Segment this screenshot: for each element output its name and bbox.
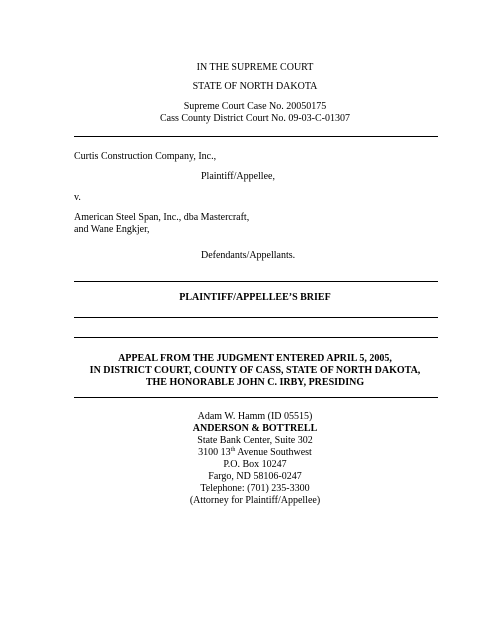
attorney-name: Adam W. Hamm (ID 05515) [197, 411, 313, 422]
divider-rule [74, 281, 438, 282]
divider-rule [74, 317, 438, 318]
court-name: IN THE SUPREME COURT [196, 62, 314, 73]
attorney-role: (Attorney for Plaintiff/Appellee) [189, 495, 321, 506]
district-court-case-number: Cass County District Court No. 09-03-C-01307 [160, 113, 350, 124]
plaintiff-name: Curtis Construction Company, Inc., [74, 151, 217, 162]
divider-rule [74, 397, 438, 398]
defendant-name-line-2: and Wane Engkjer, [74, 224, 150, 235]
brief-title: PLAINTIFF/APPELLEE’S BRIEF [179, 292, 331, 303]
plaintiff-role: Plaintiff/Appellee, [201, 171, 275, 182]
city-state-zip: Fargo, ND 58106-0247 [208, 471, 302, 482]
address-street [72, 447, 438, 459]
appeal-line-1: APPEAL FROM THE JUDGMENT ENTERED APRIL 5, 2005, [118, 353, 392, 364]
street-name: Avenue Southwest [235, 447, 312, 458]
po-box: P.O. Box 10247 [223, 459, 287, 470]
divider-rule [74, 136, 438, 137]
defendant-role: Defendants/Appellants. [201, 250, 296, 261]
street-ordinal-suffix: th [230, 447, 236, 453]
address-line-1: State Bank Center, Suite 302 [197, 435, 313, 446]
appeal-line-2: IN DISTRICT COURT, COUNTY OF CASS, STATE OF NORTH DAKOTA, [89, 365, 421, 376]
appeal-line-3: THE HONORABLE JOHN C. IRBY, PRESIDING [145, 377, 365, 388]
supreme-court-case-number: Supreme Court Case No. 20050175 [183, 101, 327, 112]
divider-rule [74, 337, 438, 338]
street-number: 3100 13 [198, 447, 231, 458]
defendant-name-line-1: American Steel Span, Inc., dba Mastercraft, [74, 212, 250, 223]
law-firm-name: ANDERSON & BOTTRELL [192, 423, 318, 434]
telephone: Telephone: (701) 235-3300 [200, 483, 310, 494]
versus-label: v. [74, 192, 81, 203]
court-state: STATE OF NORTH DAKOTA [192, 81, 318, 92]
